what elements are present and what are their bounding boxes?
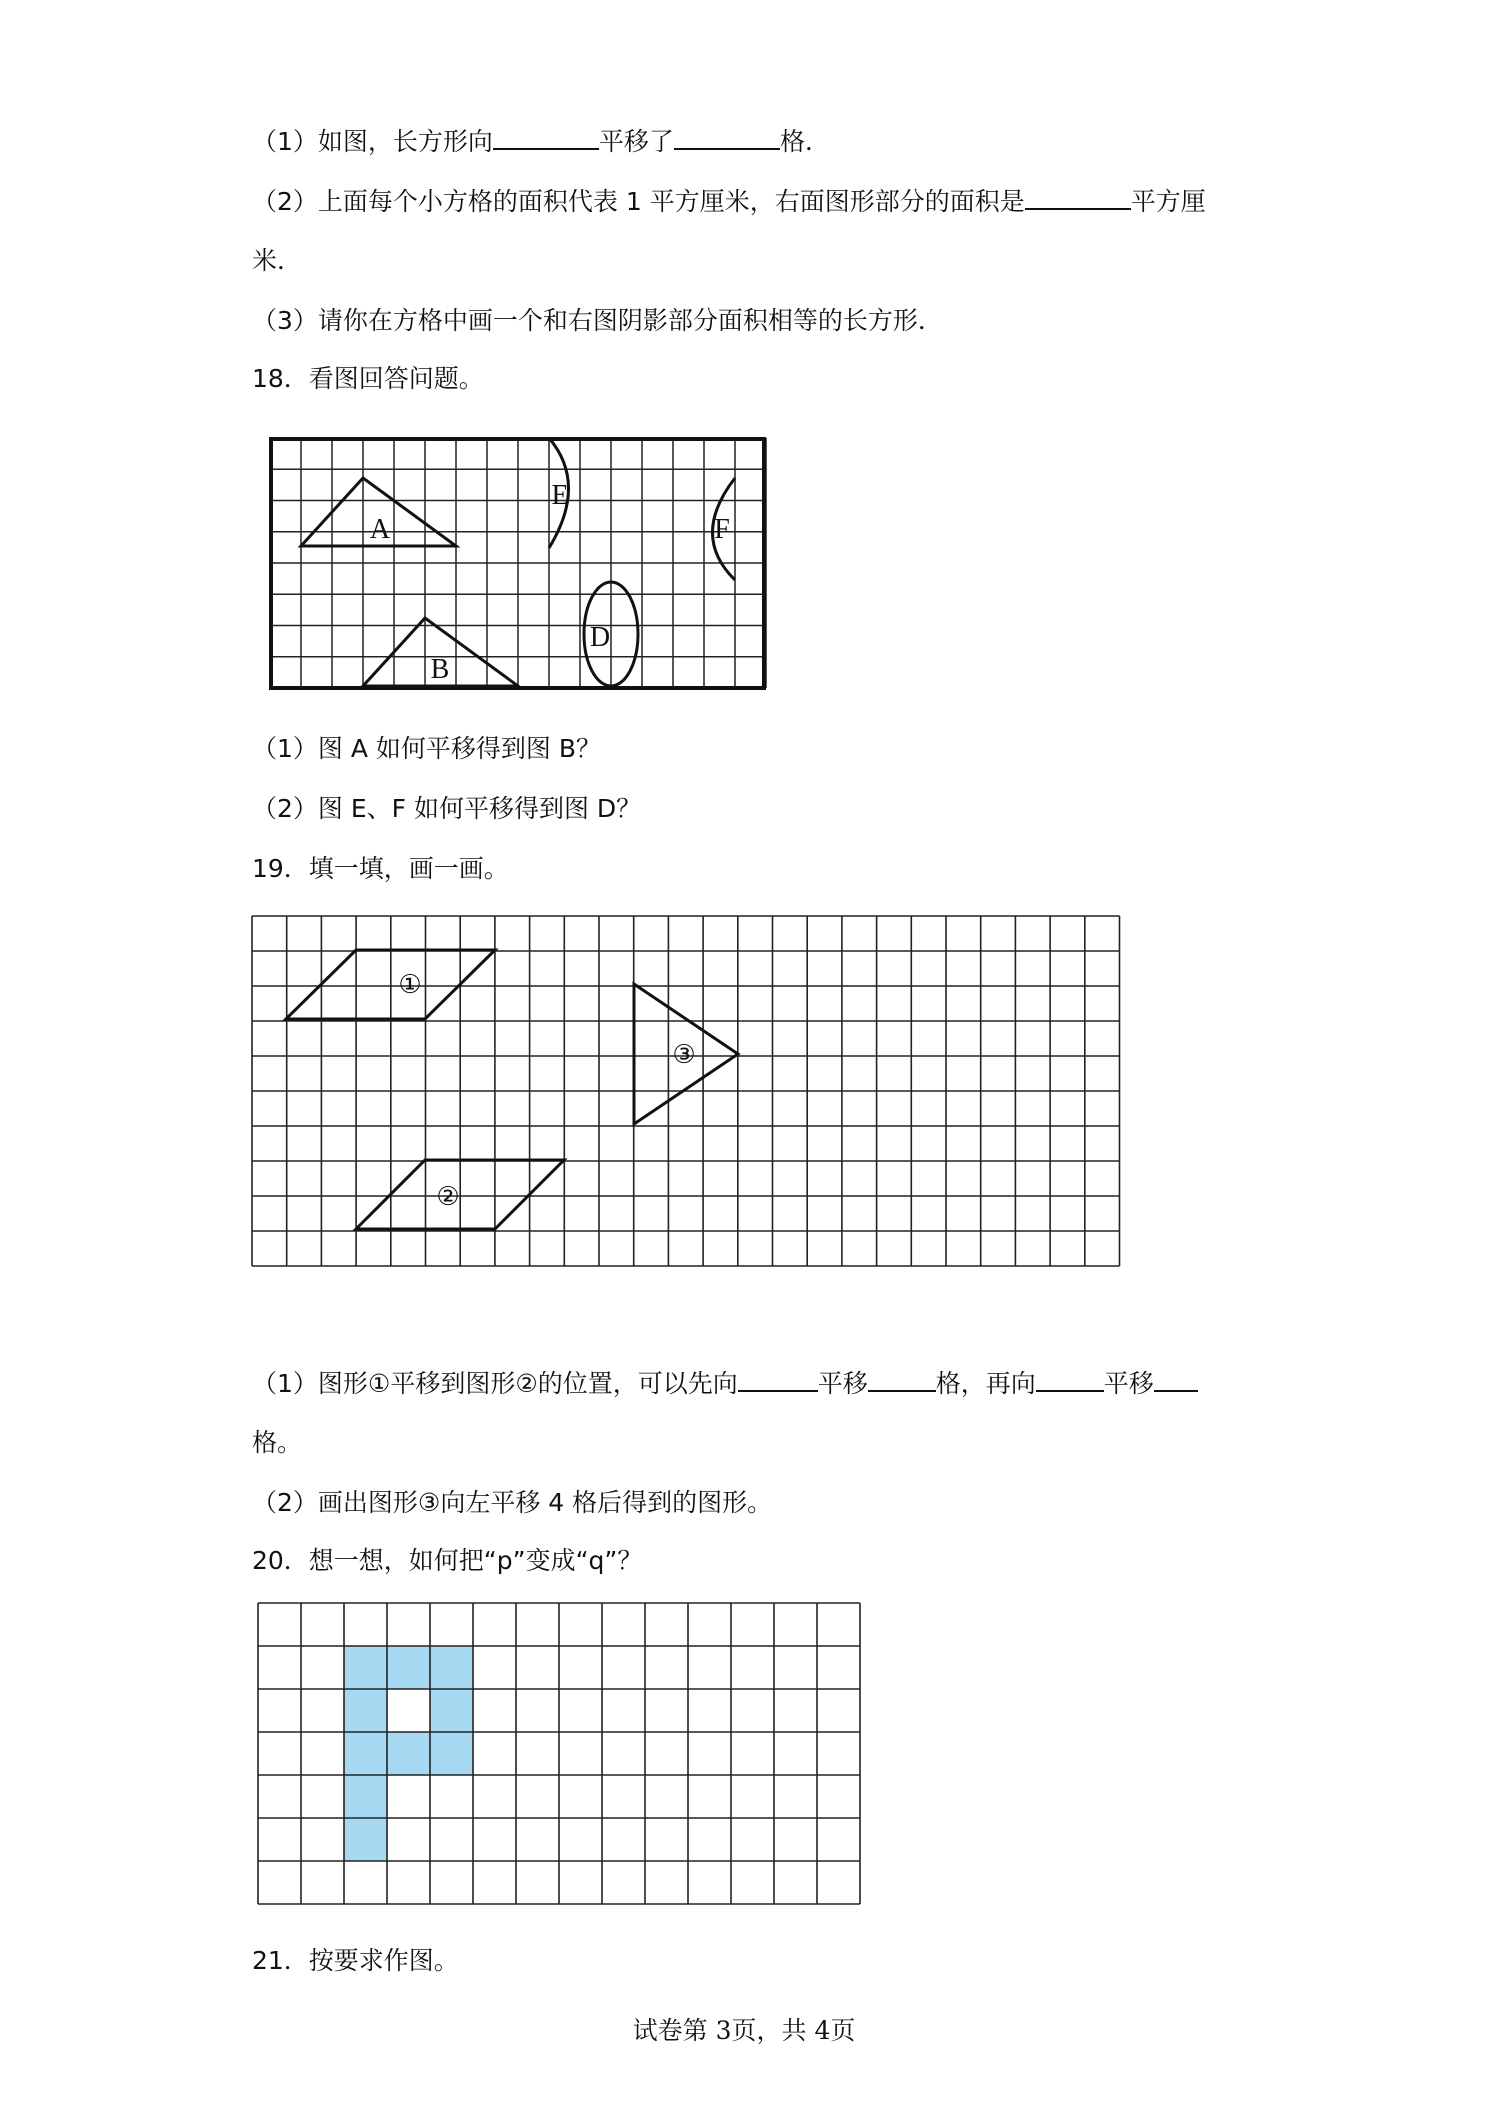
label-e: E <box>551 480 569 511</box>
label-a: A <box>369 514 391 545</box>
q18-grid-figure <box>270 438 766 690</box>
q20-grid-figure <box>257 1602 867 1906</box>
label-1: ① <box>398 970 422 1000</box>
letter-p-shape <box>344 1646 473 1861</box>
q17-sub2: （2）上面每个小方格的面积代表 1 平方厘米，右面图形部分的面积是 平方厘 <box>252 184 1206 219</box>
q19-sub1-cont: 格。 <box>252 1428 303 1457</box>
q19-sub1: （1）图形①平移到图形②的位置，可以先向 平移 格，再向 平移 <box>252 1366 1198 1401</box>
q19-grid-figure <box>252 914 1120 1270</box>
q17-sub2-cont: 米． <box>252 246 303 275</box>
answer-blank[interactable] <box>493 124 599 150</box>
answer-blank[interactable] <box>738 1366 818 1392</box>
answer-blank[interactable] <box>1154 1366 1198 1392</box>
q19-title: 19．填一填，画一画。 <box>252 854 509 883</box>
q18-sub1: （1）图 A 如何平移得到图 B？ <box>252 734 602 763</box>
answer-blank[interactable] <box>1025 184 1131 210</box>
q18-sub2: （2）图 E、F 如何平移得到图 D？ <box>252 794 642 823</box>
label-b: B <box>430 654 450 685</box>
page-footer: 试卷第 3页，共 4页 <box>632 2016 856 2045</box>
label-2: ② <box>436 1182 460 1212</box>
answer-blank[interactable] <box>674 124 780 150</box>
label-3: ③ <box>672 1040 696 1070</box>
q18-title: 18．看图回答问题。 <box>252 364 484 393</box>
q17-sub1: （1）如图，长方形向 平移了 格． <box>252 124 830 159</box>
q19-sub2: （2）画出图形③向左平移 4 格后得到的图形。 <box>252 1488 773 1517</box>
label-d: D <box>589 622 611 653</box>
q21-title: 21．按要求作图。 <box>252 1946 459 1975</box>
q17-sub3: （3）请你在方格中画一个和右图阴影部分面积相等的长方形． <box>252 306 943 335</box>
label-f: F <box>714 514 730 545</box>
answer-blank[interactable] <box>868 1366 936 1392</box>
q20-title: 20．想一想，如何把“p”变成“q”？ <box>252 1546 643 1575</box>
answer-blank[interactable] <box>1036 1366 1104 1392</box>
